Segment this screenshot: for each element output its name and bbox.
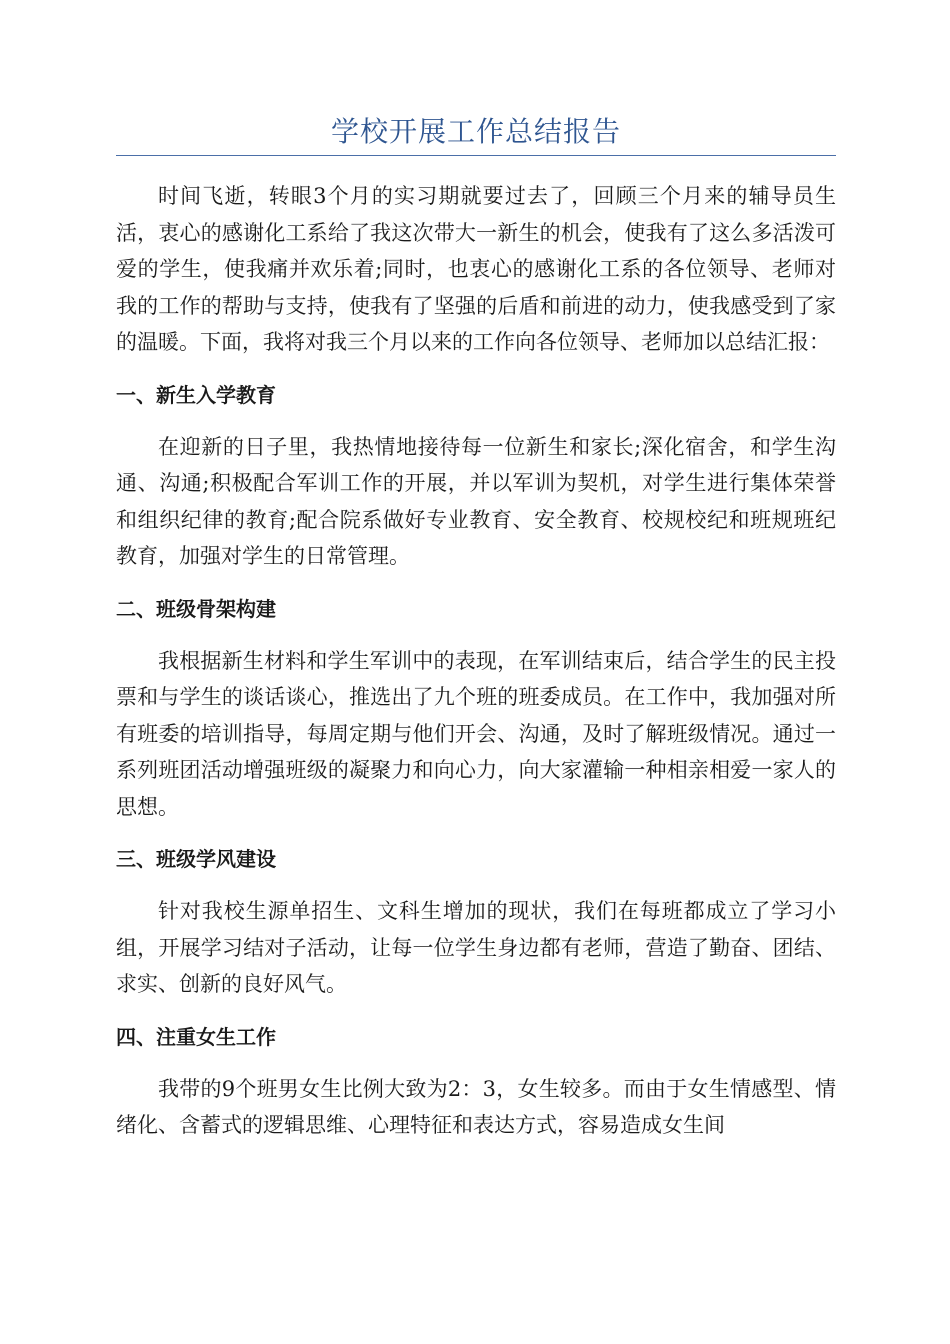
section-enrollment-education (116, 375, 836, 575)
section-paragraph: 我根据新生材料和学生军训中的表现，在军训结束后，结合学生的民主投票和与学生的谈话谈心，推选出了九个班的班委成员。在工作中，我加强对所有班委的培训指导，每周定期与他们开会、沟通，及时了解班级情况。通过一系列班团活动增强班级的凝聚力和向心力，向大家灌输一种相亲相爱一家人的思想。 (116, 648, 836, 819)
intro-paragraph: 时间飞逝，转眼3个月的实习期就要过去了，回顾三个月来的辅导员生活，衷心的感谢化工系给了我这次带大一新生的机会，使我有了这么多活泼可爱的学生，使我痛并欢乐着;同时，也衷心的感谢化工系的各位领导、老师对我的工作的帮助与支持，使我有了坚强的后盾和前进的动力，使我感受到了家的温暖。下面，我将对我三个月以来的工作向各位领导、老师加以总结汇报： (116, 184, 836, 354)
section-heading: 四、注重女生工作 (116, 1024, 276, 1049)
section-class-structure (116, 589, 836, 826)
title-underline (116, 155, 836, 156)
section-paragraph: 在迎新的日子里，我热情地接待每一位新生和家长;深化宿舍，和学生沟通、沟通;积极配合军训工作的开展，并以军训为契机，对学生进行集体荣誉和组织纪律的教育;配合院系做好专业教育、安全教育、校规校纪和班规班纪教育，加强对学生的日常管理。 (116, 434, 836, 568)
section-heading: 一、新生入学教育 (116, 382, 276, 407)
section-paragraph: 针对我校生源单招生、文科生增加的现状，我们在每班都成立了学习小组，开展学习结对子活动，让每一位学生身边都有老师，营造了勤奋、团结、求实、创新的良好风气。 (116, 899, 836, 996)
section-heading: 二、班级骨架构建 (116, 596, 276, 621)
section-heading: 三、班级学风建设 (116, 847, 276, 871)
document-title: 学校开展工作总结报告 (330, 115, 621, 148)
section-paragraph: 我带的9个班男女生比例大致为2：3，女生较多。而由于女生情感型、情绪化、含蓄式的逻辑思维、心理特征和表达方式，容易造成女生间 (116, 1076, 836, 1137)
document-body (116, 178, 836, 1144)
section-female-students (116, 1017, 836, 1144)
document-page (116, 112, 836, 1144)
section-study-style (116, 839, 836, 1003)
